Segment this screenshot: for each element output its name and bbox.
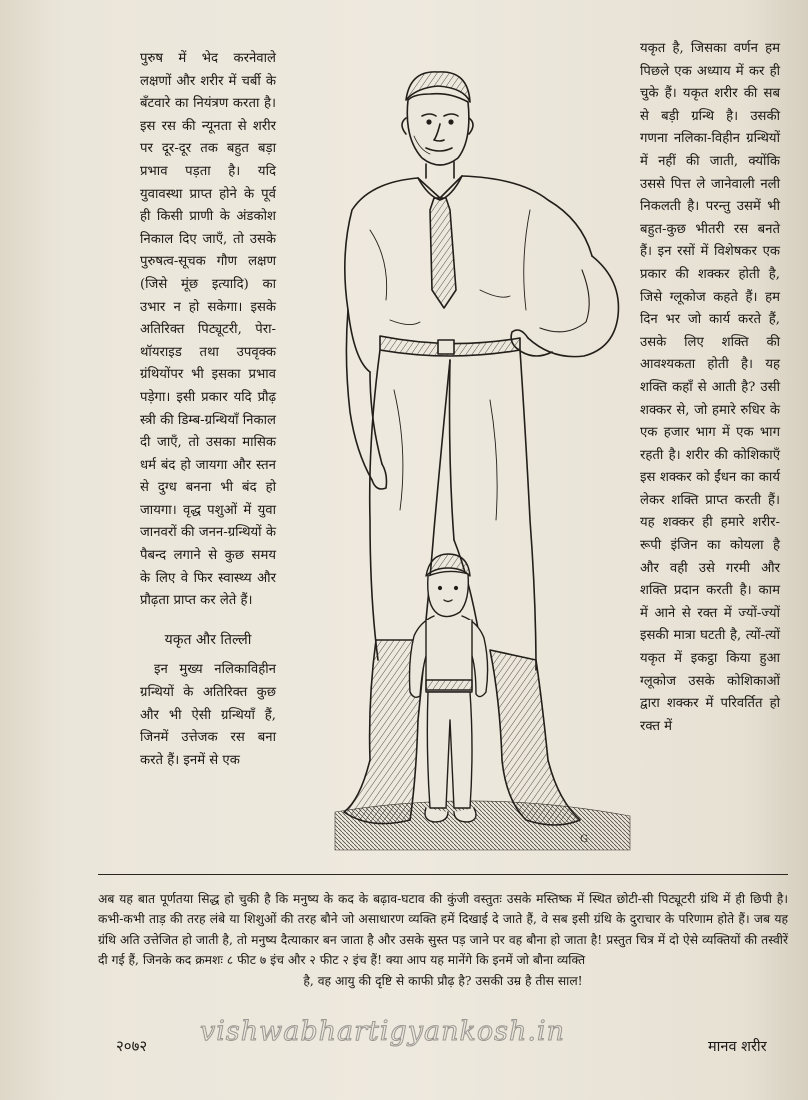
giant-and-dwarf-illustration — [330, 60, 635, 860]
right-paragraph-1: यकृत है, जिसका वर्णन हम पिछले एक अध्याय में कर ही चुके हैं। यकृत शरीर की सब से बड़ी ग्रन्थि है। उसकी गणना नलिका-विहीन ग्रन्थियों में नहीं की जाती, क्योंकि उससे पित्त ले जानेवाली नली निकलती है। परन्तु उसमें भी बहुत-कुछ भीतरी रस बनते हैं। इन रसों में विशेषकर एक प्रकार की शक्कर होती है, जिसे ग्लूकोज कहते हैं। हम दिन भर जो कार्य करते हैं, उसके लिए शक्ति की आवश्यकता होती है। यह शक्ति कहाँ से आती है? उसी शक्कर से, जो हमारे रुधिर के एक हजार भाग में एक भाग रहती है। शरीर की कोशिकाएँ इस शक्कर को ईंधन का कार्य लेकर शक्ति प्राप्त करती हैं। यह शक्कर ही हमारे शरीर-रूपी इंजिन का कोयला है और वही उसे गरमी और शक्ति प्रदान करती है। काम में आने से रक्त में ज्यों-ज्यों इसकी मात्रा घटती है, त्यों-त्यों यकृत में इकट्ठा किया हुआ ग्लूकोज उसके कोशिकाओं द्वारा शक्कर में परिवर्तित हो रक्त में — [640, 41, 780, 734]
book-title: मानव शरीर — [708, 1039, 767, 1055]
caption-text: अब यह बात पूर्णतया सिद्ध हो चुकी है कि मनुष्य के कद के बढ़ाव-घटाव की कुंजी वस्तुतः उसके मस्तिष्क में स्थित छोटी-सी पिट्यूटरी ग्रंथि में ही छिपी है। कभी-कभी ताड़ की तरह लंबे या शिशुओं की तरह बौने जो असाधारण व्यक्ति हमें दिखाई दे जाते हैं, वे सब इसी ग्रंथि के दुराचार के परिणाम होते हैं। जब यह ग्रंथि अति उत्तेजित हो जाती है, तो मनुष्य दैत्याकार बन जाता है और उसके सुस्त पड़ जाने पर वह बौना हो जाता है! प्रस्तुत चित्र में दो ऐसे व्यक्तियों की तस्वीरें दी गई हैं, जिनके कद क्रमशः ८ फीट ७ इंच और २ फीट २ इंच हैं! क्या आप यह मानेंगे कि इनमें जो बौना व्यक्ति — [98, 892, 788, 968]
figure-caption — [98, 874, 788, 991]
section-heading-liver-spleen: यकृत और तिल्ली — [164, 631, 252, 648]
illustration-drawing — [330, 60, 635, 860]
caption-last-line: है, वह आयु की दृष्टि से काफी प्रौढ़ है? उसकी उम्र है तीस साल! — [303, 973, 583, 988]
artist-mark: G — [580, 834, 588, 845]
page-number: २०७२ — [116, 1037, 148, 1055]
watermark-text: vishwabhartigyankosh.in — [200, 1016, 565, 1047]
left-paragraph-2: इन मुख्य नलिकाविहीन ग्रन्थियों के अतिरिक्त कुछ और भी ऐसी ग्रन्थियाँ हैं, जिनमें उत्तेजक रस बना करते हैं। इनमें से एक — [140, 662, 276, 768]
left-paragraph-1: पुरुष में भेद करनेवाले लक्षणों और शरीर में चर्बी के बँटवारे का नियंत्रण करता है। इस रस की न्यूनता से शरीर पर दूर-दूर तक बहुत बड़ा प्रभाव पड़ता है। यदि युवावस्था प्राप्त होने के पूर्व ही किसी प्राणी के अंडकोश निकाल दिए जाएँ, तो उसके पुरुषत्व-सूचक गौण लक्षण (जिसे मूंछ इत्यादि) का उभार न हो सकेगा। इसके अतिरिक्त पिट्यूटरी, पेरा-थॉयराइड तथा उपवृक्क ग्रंथियोंपर भी इसका प्रभाव पड़ेगा। इसी प्रकार यदि प्रौढ़ स्त्री की डिम्ब-ग्रन्थियाँ निकाल दी जाएँ, तो उसका मासिक धर्म बंद हो जायगा और स्तन से दुग्ध बनना भी बंद हो जायगा। वृद्ध पशुओं में युवा जानवरों की जनन-ग्रन्थियों के पैबन्द लगाने से कुछ समय के लिए वे फिर स्वास्थ्य और प्रौढ़ता प्राप्त कर लेते हैं। — [140, 51, 276, 609]
giant-figure — [344, 72, 618, 825]
dwarf-figure — [410, 554, 488, 822]
right-text-column — [640, 38, 780, 738]
left-text-column — [140, 48, 276, 772]
